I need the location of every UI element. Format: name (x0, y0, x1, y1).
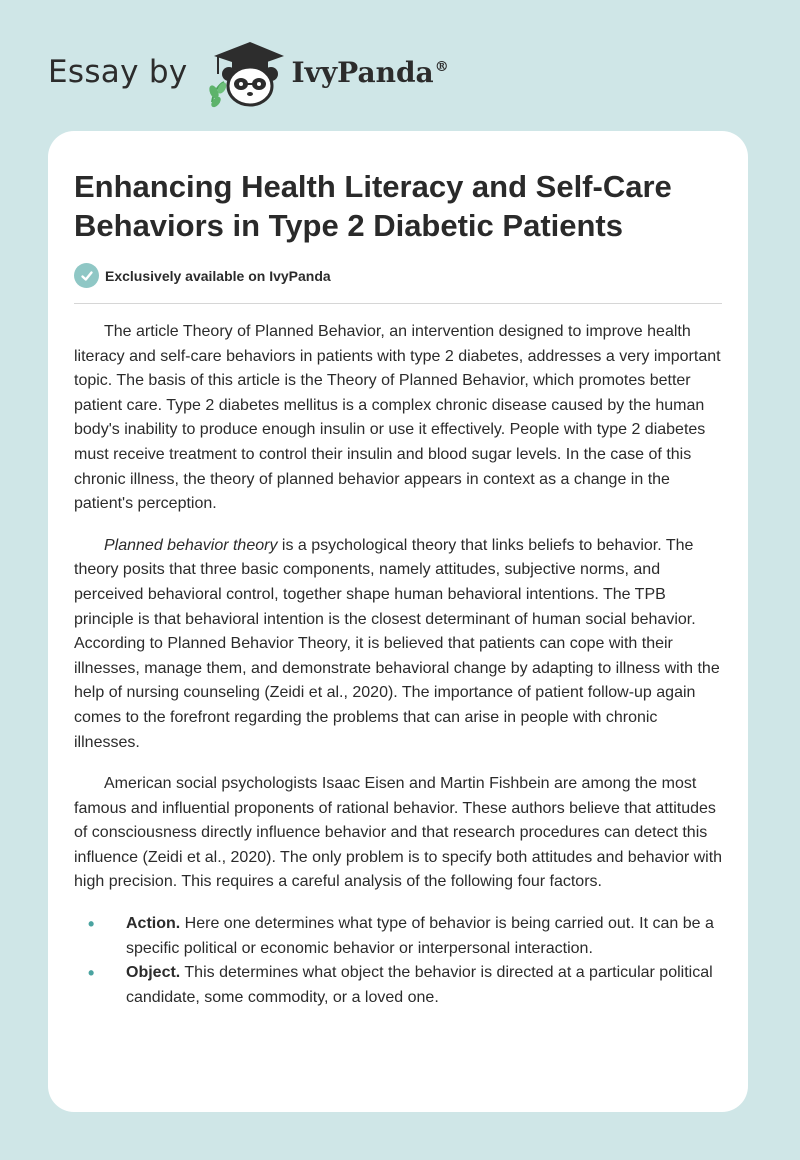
paragraph: American social psychologists Isaac Eisen and Martin Fishbein are among the most famous and influential proponents of rational behavior. These authors believe that attitudes of consciousness directly influence behavior and that research procedures can detect this influence (Zeidi et al., 2020). The only problem is to specify both attitudes and behavior with high precision. This requires a careful analysis of the following four factors. (74, 775, 723, 891)
article-card (48, 131, 748, 1112)
panda-graduate-icon (204, 34, 286, 110)
bullet: • (88, 914, 95, 935)
list-term: Action. (126, 915, 181, 933)
list-item: • Object. This determines what object the behavior is directed at a particular political candidate, some commodity, or a loved one. (88, 963, 713, 1006)
paragraph: Planned behavior theory is a psychological theory that links beliefs to behavior. The theory posits that three basic components, namely attitudes, subjective norms, and perceived behavioral control, together shape human behavioral intentions. The TPB principle is that behavioral intention is the closest determinant of human social behavior. According to Planned Behavior Theory, it is believed that patients can cope with their illnesses, manage them, and demonstrate behavioral change by adapting to illness with the help of nursing counseling (Zeidi et al., 2020). The importance of patient follow-up again comes to the forefront regarding the problems that can arise in people with chronic illnesses. (74, 536, 720, 751)
registered-mark: ® (434, 59, 449, 76)
list-item: • Action. Here one determines what type of behavior is being carried out. It can be a specific political or economic behavior or interpersonal interaction. (88, 914, 714, 957)
exclusive-badge (74, 263, 331, 288)
brand-name[interactable]: IvyPanda® (291, 55, 449, 89)
check-icon (74, 263, 99, 288)
italic-term: Planned behavior theory (104, 536, 278, 554)
factor-list (74, 912, 724, 1010)
brand-prefix: Essay by (48, 54, 188, 90)
article-title: Enhancing Health Literacy and Self-Care Behaviors in Type 2 Diabetic Patients (74, 169, 672, 243)
divider (74, 303, 722, 304)
article-body (74, 320, 724, 1010)
paragraph: The article Theory of Planned Behavior, an intervention designed to improve health literacy and self-care behaviors in patients with type 2 diabetes, addresses a very important topic. The basis of this article is the Theory of Planned Behavior, which promotes better patient care. Type 2 diabetes mellitus is a complex chronic disease caused by the human body's inability to produce enough insulin or use it effectively. People with type 2 diabetes must receive treatment to control their insulin and blood sugar levels. In the case of this chronic illness, the theory of planned behavior appears in context as a change in the patient's perception. (74, 323, 721, 513)
bullet: • (88, 963, 95, 984)
exclusive-label: Exclusively available on IvyPanda (105, 267, 331, 284)
list-term: Object. (126, 964, 181, 982)
site-header (48, 34, 449, 110)
